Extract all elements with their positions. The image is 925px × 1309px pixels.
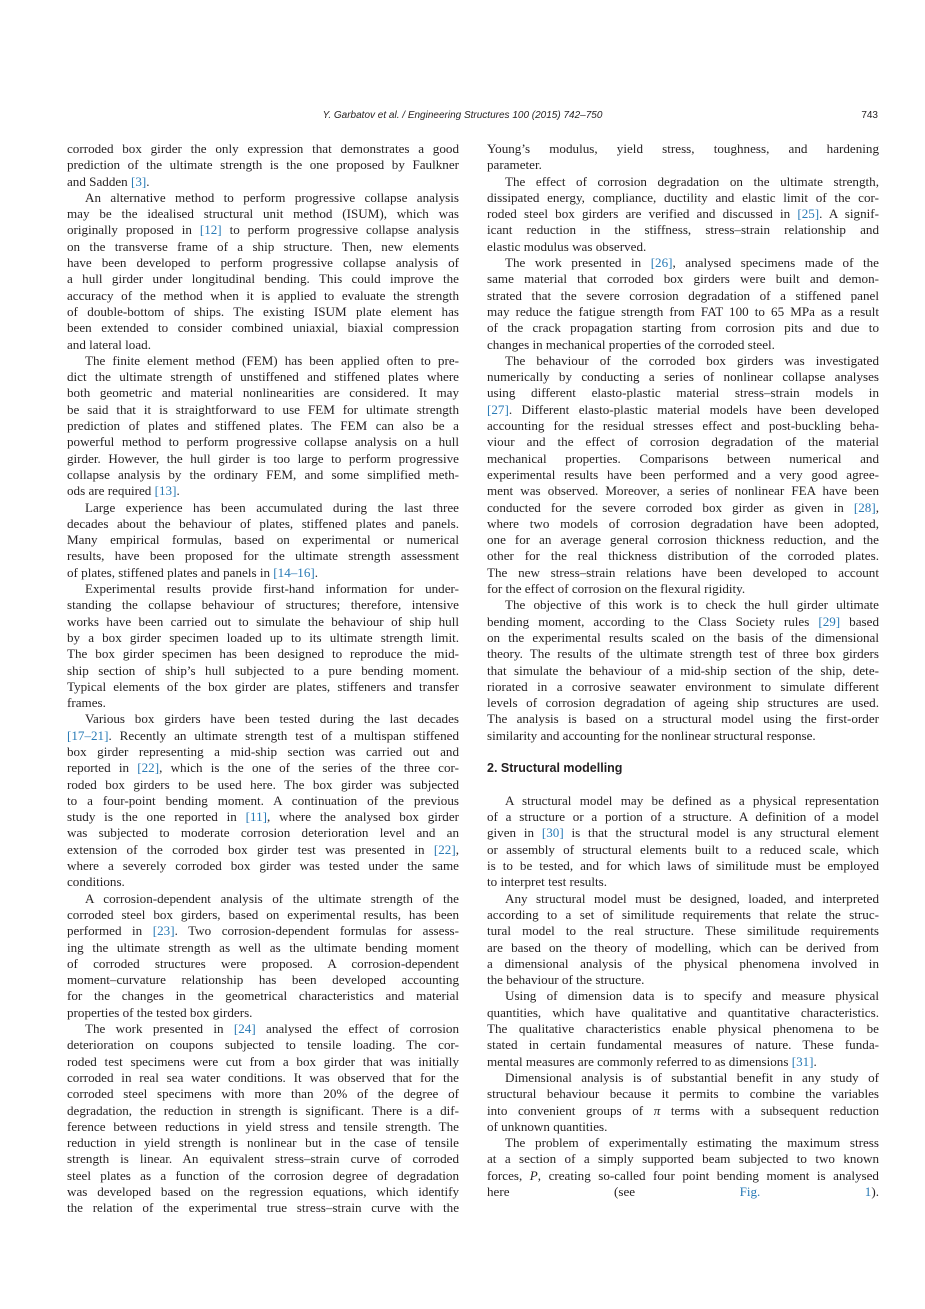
text-line: of plates, stiffened plates and panels in [14–16]. xyxy=(67,564,319,580)
text-line: tural model to the real structure. These similitude requirements xyxy=(487,923,879,939)
text-line: Typical elements of the box girder are plates, stiffeners and transfer xyxy=(67,678,459,694)
text-line: the behaviour of the structure. xyxy=(487,972,645,988)
page-number: 743 xyxy=(861,110,878,121)
text-line: to a four-point bending moment. A continuation of the previous xyxy=(67,792,459,808)
text-line: levels of corrosion degradation of ageing ship structures are used. xyxy=(487,695,879,711)
citation-link[interactable]: [11] xyxy=(245,809,267,825)
text-line: for the effect of corrosion on the flexural rigidity. xyxy=(487,581,746,597)
text-line: collapse analysis by the ordinary FEM, and some simplified meth- xyxy=(67,466,459,482)
text-line: have been developed to perform progressive collapse analysis of xyxy=(67,255,459,271)
text-line: performed in [23]. Two corrosion-dependent formulas for assess- xyxy=(67,923,460,939)
text-line: at a section of a simply supported beam subjected to two known xyxy=(487,1151,879,1167)
section-heading: 2. Structural modelling xyxy=(487,761,623,776)
text-line: Experimental results provide first-hand information for under- xyxy=(85,581,459,597)
text-line: by a box girder specimen loaded up to its ultimate strength limit. xyxy=(67,629,459,645)
text-line: same material that corroded box girders were built and demon- xyxy=(487,271,879,287)
text-line: of the crack propagation starting from corrosion pits and due to xyxy=(487,320,879,336)
text-line: moment–curvature relationship has been developed accounting xyxy=(67,972,459,988)
text-line: the relation of the experimental true stress–strain curve with the xyxy=(67,1200,459,1216)
paragraph xyxy=(487,174,879,255)
right-column xyxy=(487,141,879,1200)
text-line: using different elasto-plastic material stress–strain models in xyxy=(487,385,879,401)
text-line: Various box girders have been tested during the last decades xyxy=(85,711,459,727)
text-line: roded test specimens were cut from a box girder that was initially xyxy=(67,1053,459,1069)
paragraph xyxy=(487,1135,879,1200)
text-line: dissipated energy, compliance, ductility and elastic limit of the cor- xyxy=(487,189,879,205)
paragraph xyxy=(487,255,879,353)
text-line: conducted for the severe corroded box girder as given in [28], xyxy=(487,499,879,515)
paragraph xyxy=(487,891,879,989)
citation-link[interactable]: [22] xyxy=(137,760,160,776)
text-line: similarity and accounting for the nonlinear structural response. xyxy=(487,727,816,743)
paragraph xyxy=(487,988,879,1069)
citation-link[interactable]: [31] xyxy=(791,1053,814,1069)
citation-link[interactable]: [24] xyxy=(233,1021,256,1037)
text-line: riorated in a corrosive seawater environment to simulate different xyxy=(487,678,879,694)
text-line: corroded steel box girders, based on experimental results, has been xyxy=(67,906,459,922)
text-line: The problem of experimentally estimating the maximum stress xyxy=(505,1135,879,1151)
text-line: steel plates as a function of the corrosion degree of degradation xyxy=(67,1167,459,1183)
text-line: structural behaviour because it permits to combine the variables xyxy=(487,1086,879,1102)
text-line: may reduce the fatigue strength from FAT 100 to 65 MPa as a result xyxy=(487,303,879,319)
text-line: deterioration on coupons subjected to tensile loading. The cor- xyxy=(67,1037,459,1053)
text-line: The work presented in [26], analysed specimens made of the xyxy=(505,255,879,271)
citation-link[interactable]: [23] xyxy=(152,923,175,939)
text-line: bending moment, according to the Class Society rules [29] based xyxy=(487,613,879,629)
text-line: of corroded structures were proposed. A corrosion-dependent xyxy=(67,955,459,971)
text-line: The work presented in [24] analysed the effect of corrosion xyxy=(85,1021,459,1037)
citation-link[interactable]: [29] xyxy=(818,613,841,629)
text-line: one for an average general corrosion thickness reduction, and the xyxy=(487,532,879,548)
text-line: roded steel box girders are verified and discussed in [25]. A signif- xyxy=(487,206,879,222)
text-line: accounting for the residual stresses effect and post-buckling beha- xyxy=(487,418,879,434)
text-line: The box girder specimen has been designed to reproduce the mid- xyxy=(67,646,459,662)
text-line: prediction of plates and stiffened plates. The FEM can also be a xyxy=(67,418,459,434)
text-line: ods are required [13]. xyxy=(67,483,180,499)
text-line: elastic modulus was observed. xyxy=(487,238,647,254)
spacer xyxy=(487,744,879,760)
text-line: A corrosion-dependent analysis of the ultimate strength of the xyxy=(85,890,459,906)
text-line: works have been carried out to simulate the behaviour of ship hull xyxy=(67,613,459,629)
citation-link[interactable]: [30] xyxy=(541,825,564,841)
text-line: viour and the effect of corrosion degradation of the material xyxy=(487,434,879,450)
text-line: reported in [22], which is the one of the series of the three cor- xyxy=(67,760,459,776)
text-line: into convenient groups of π terms with a subsequent reduction xyxy=(487,1102,879,1118)
text-line: ment was observed. Moreover, a series of nonlinear FEA have been xyxy=(487,483,879,499)
citation-link[interactable]: [12] xyxy=(199,222,222,238)
text-line: frames. xyxy=(67,695,106,711)
paragraph xyxy=(67,1021,459,1217)
paragraph xyxy=(487,597,879,744)
paragraph xyxy=(487,793,879,891)
text-line: Any structural model must be designed, loaded, and interpreted xyxy=(505,890,879,906)
text-line: here (see Fig. 1). xyxy=(487,1184,879,1199)
text-line: was subjected to moderate corrosion deterioration level and an xyxy=(67,825,459,841)
text-line: was developed based on the regression equations, which identify xyxy=(67,1184,459,1199)
text-line: The qualitative characteristics enable physical phenomena to be xyxy=(487,1021,879,1037)
citation-link[interactable]: [22] xyxy=(433,841,456,857)
text-line: decades about the behaviour of plates, stiffened plates and panels. xyxy=(67,515,459,531)
text-line: theory. The results of the ultimate strength test of three box girders xyxy=(487,646,879,662)
citation-link[interactable]: [14–16] xyxy=(273,564,315,580)
paragraph xyxy=(487,353,879,597)
text-line: stated in certain fundamental measures of nature. These funda- xyxy=(487,1037,879,1053)
paragraph xyxy=(67,711,459,890)
text-line: for the changes in the geometrical characteristics and material xyxy=(67,988,459,1004)
paragraph xyxy=(67,141,459,190)
text-line: powerful method to perform progressive collapse analysis on a hull xyxy=(67,434,459,450)
text-line: may be the idealised structural unit method (ISUM), which was xyxy=(67,206,459,222)
text-line: properties of the tested box girders. xyxy=(67,1004,253,1020)
math-symbol: π xyxy=(653,1102,661,1118)
paragraph xyxy=(67,353,459,500)
text-line: given in [30] is that the structural model is any structural element xyxy=(487,825,880,841)
text-line: corroded in real sea water conditions. It was observed that for the xyxy=(67,1069,459,1085)
citation-link[interactable]: [3] xyxy=(131,173,147,189)
text-line: roded box girders to be used here. The box girder was subjected xyxy=(67,776,459,792)
citation-link[interactable]: [13] xyxy=(154,483,177,499)
text-line: dict the ultimate strength of unstiffened and stiffened plates where xyxy=(67,369,459,385)
text-line: ference between reductions in yield stress and tensile strength. The xyxy=(67,1118,459,1134)
citation-link[interactable]: [27] xyxy=(487,401,509,417)
text-line: be said that it is straightforward to use FEM for ultimate strength xyxy=(67,401,459,417)
text-line: conditions. xyxy=(67,874,125,890)
text-line: extension of the corroded box girder test was presented in [22], xyxy=(67,841,459,857)
citation-link[interactable]: [17–21] xyxy=(67,727,109,743)
paragraph xyxy=(487,141,879,174)
paragraph xyxy=(67,581,459,711)
text-line: changes in mechanical properties of the corroded steel. xyxy=(487,336,775,352)
text-line: accuracy of the method when it is applied to evaluate the strength xyxy=(67,287,459,303)
text-line: experimental results have been performed and a very good agree- xyxy=(487,466,879,482)
text-line: a hull girder under longitudinal bending. This could improve the xyxy=(67,271,459,287)
text-line: results, have been proposed for the ultimate strength assessment xyxy=(67,548,459,564)
spacer xyxy=(487,777,879,793)
citation-link[interactable]: Fig. 1 xyxy=(739,1184,872,1199)
paragraph xyxy=(67,190,459,353)
text-line: reduction in yield strength is nonlinear but in the case of tensile xyxy=(67,1135,459,1151)
text-line: The new stress–strain relations have been developed to account xyxy=(487,564,879,580)
text-line: corroded steel specimens with more than 20% of the degree of xyxy=(67,1086,459,1102)
left-column xyxy=(67,141,459,1217)
paragraph xyxy=(487,1070,879,1135)
text-line: according to a set of similitude requirements that relate the struc- xyxy=(487,906,879,922)
text-line: Large experience has been accumulated during the last three xyxy=(85,499,459,515)
text-line: forces, P, creating so-called four point bending moment is analysed xyxy=(487,1167,879,1183)
running-title: Y. Garbatov et al. / Engineering Structures 100 (2015) 742–750 xyxy=(322,110,603,121)
paragraph xyxy=(67,891,459,1021)
text-line: standing the collapse behaviour of structures; therefore, intensive xyxy=(67,597,459,613)
citation-link[interactable]: [28] xyxy=(853,499,876,515)
text-line: other for the real thickness distribution of the corroded plates. xyxy=(487,548,879,564)
text-line: mechanical properties. Comparisons between numerical and xyxy=(487,450,879,466)
text-line: study is the one reported in [11], where the analysed box girder xyxy=(67,809,459,825)
text-line: Young’s modulus, yield stress, toughness, and hardening xyxy=(487,141,879,156)
text-line: or assembly of structural elements built to a reduced scale, which xyxy=(487,841,879,857)
text-line: is to be tested, and for which laws of similitude must be employed xyxy=(487,858,879,874)
text-line: A structural model may be defined as a physical representation xyxy=(505,792,879,808)
text-line: corroded box girder the only expression that demonstrates a good xyxy=(67,141,459,156)
text-line: originally proposed in [12] to perform progressive collapse analysis xyxy=(67,222,459,238)
text-line: degradation, the reduction in strength is significant. There is a dif- xyxy=(67,1102,459,1118)
text-line: girder. However, the hull girder is too large to perform progressive xyxy=(67,450,459,466)
text-line: prediction of the ultimate strength is the one proposed by Faulkner xyxy=(67,157,459,173)
text-line: The behaviour of the corroded box girders was investigated xyxy=(505,352,879,368)
text-line: on the experimental results scaled on the basis of the dimensional xyxy=(487,629,879,645)
text-line: of a structure or a portion of a structure. A definition of a model xyxy=(487,809,879,825)
text-line: where a severely corroded box girder was tested under the same xyxy=(67,858,459,874)
text-line: Dimensional analysis is of substantial benefit in any study of xyxy=(505,1069,879,1085)
text-line: [27]. Different elasto-plastic material models have been developed xyxy=(487,401,879,417)
citation-link[interactable]: [26] xyxy=(650,255,673,271)
text-line: on the transverse frame of a ship structure. Then, new elements xyxy=(67,238,459,254)
text-line: and Sadden [3]. xyxy=(67,173,150,189)
text-line: icant reduction in the stiffness, stress–strain relationship and xyxy=(487,222,879,238)
text-line: The analysis is based on a structural model using the first-order xyxy=(487,711,879,727)
text-line: strength is linear. An equivalent stress–strain curve of corroded xyxy=(67,1151,459,1167)
text-line: and lateral load. xyxy=(67,336,151,352)
text-line: been extended to consider combined uniaxial, biaxial compression xyxy=(67,320,459,336)
text-line: both geometric and material nonlinearities are considered. It may xyxy=(67,385,459,401)
text-line: Using of dimension data is to specify and measure physical xyxy=(505,988,879,1004)
text-line: The objective of this work is to check the hull girder ultimate xyxy=(505,597,879,613)
text-line: where two models of corrosion degradation have been adopted, xyxy=(487,515,879,531)
text-line: The effect of corrosion degradation on the ultimate strength, xyxy=(505,173,879,189)
text-line: to interpret test results. xyxy=(487,874,607,890)
text-line: ship section of ship’s hull subjected to a pure bending moment. xyxy=(67,662,459,678)
text-line: Many empirical formulas, based on experimental or numerical xyxy=(67,532,459,548)
text-line: quantities, which have qualitative and quantitative characteristics. xyxy=(487,1004,879,1020)
math-symbol: P xyxy=(529,1167,538,1183)
text-line: are based on the theory of modelling, which can be derived from xyxy=(487,939,879,955)
text-line: numerically by conducting a series of nonlinear collapse analyses xyxy=(487,369,879,385)
text-line: parameter. xyxy=(487,157,542,173)
text-line: The finite element method (FEM) has been applied often to pre- xyxy=(85,352,459,368)
text-line: of double-bottom of ships. The existing ISUM plate element has xyxy=(67,303,459,319)
text-line: box girder representing a mid-ship section was carried out and xyxy=(67,743,459,759)
text-line: of unknown quantities. xyxy=(487,1118,608,1134)
text-line: An alternative method to perform progressive collapse analysis xyxy=(85,189,459,205)
text-line: a dimensional analysis of the physical phenomena involved in xyxy=(487,955,879,971)
text-line: mental measures are commonly referred to as dimensions [31]. xyxy=(487,1053,817,1069)
text-line: strated that the severe corrosion degradation of a stiffened panel xyxy=(487,287,879,303)
citation-link[interactable]: [25] xyxy=(797,206,820,222)
text-line: [17–21]. Recently an ultimate strength test of a multispan stiffened xyxy=(67,727,459,743)
text-line: ing the ultimate strength as well as the ultimate bending moment xyxy=(67,939,459,955)
paragraph xyxy=(67,500,459,581)
text-line: that simulate the behaviour of a mid-ship section of the ship, dete- xyxy=(487,662,879,678)
